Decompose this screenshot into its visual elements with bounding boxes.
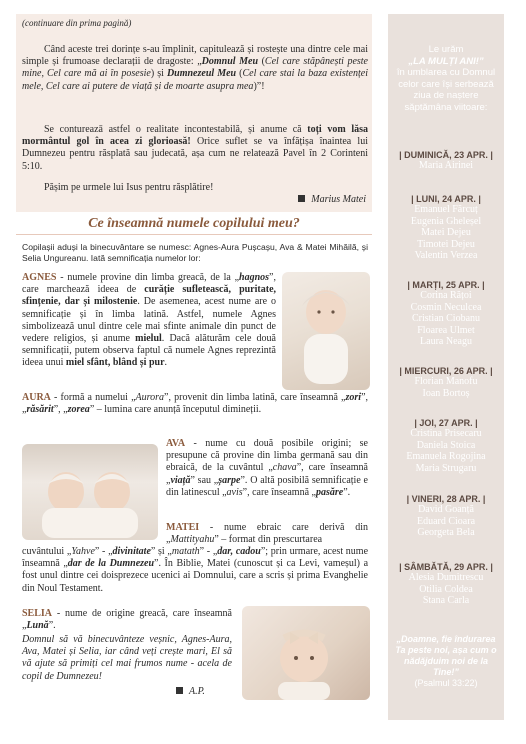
article-author: A.P. (176, 686, 236, 698)
day-saturday: | SÂMBĂTĂ, 29 APR. | Alesia Dumitrescu Otilia Coldea Stana Carla (399, 562, 493, 606)
day-wednesday: | MIERCURI, 26 APR. | Florian Manofu Ioan Bortoș (399, 366, 493, 399)
continuation-section (16, 14, 372, 212)
article-title: Ce înseamnă numele copilului meu? (88, 216, 300, 231)
paragraph-steps: Pășim pe urmele lui Isus pentru răsplătire! (44, 182, 214, 193)
blessing-text: Domnul să vă binecuvânteze veșnic, Agnes-Aura, Ava, Matei și Selia, iar când veți crește mari, El să vă ajute să primiți cel mai frumos nume - acela de copil de Dumnezeu! (22, 634, 232, 682)
paragraph-declaration: Când aceste trei dorințe s-au împlinit, capitulează și rostește una dintre cele mai simple și frumoase declarații de dragoste: „Domnul Meu (Cel care stăpânești peste mine, Cel care mă ai în posesie) și Dumnezeul Meu (Cel care stai la baza existenței mele, Cel care ai putere de viață și de moarte asupra mea)”! (22, 44, 368, 92)
matei-description-b: cuvântului „Yahve” - „divinitate” și „matath” - „dar, cadou”; prin urmare, acest nume înseamnă „dar de la Dumnezeu”. În Biblie, Matei (cunoscut și ca Levi, vameșul) a fost unul dintre cei doisprezece ucenici ai Domnului, care a scris și prima Evanghelie din Noul Testament. (22, 546, 369, 594)
baby-photo-selia (242, 606, 370, 700)
article-names-meaning (16, 212, 372, 708)
matei-label: MATEI (166, 522, 200, 533)
agnes-description: AGNES - numele provine din limba greacă, de la „hagnos”, care marchează ideea de curăție sufletească, puritate, sfințenie, dar și milostenie. De asemenea, acest nume are o semnificație și în limba latină. Astfel, numele Agnes simbolizează unul dintre cele mai sfinte animale din punct de vedere religios, și anume mielul. Dacă alăturăm cele două semnificații, putem observa faptul că numele Agnes reprezintă ideea unui miel sfânt, blând și pur. (22, 272, 277, 369)
baby-photo-twins (22, 444, 158, 540)
square-bullet-icon (176, 687, 183, 694)
day-tuesday: | MARȚI, 25 APR. | Corina Rățoi Cosmin Neculcea Cristian Ciobanu Floarea Ulmet Laura Neagu (407, 280, 485, 347)
day-monday: | LUNI, 24 APR. | Emanuel Fărcuț Eugenia Gheleșel Matei Dejeu Timotei Dejeu Valentin Verzea (410, 194, 482, 261)
ava-description: AVA - nume cu două posibile origini; se presupune că provine din limba germană sau din ebraică, de la cuvântul „chava”, care înseamnă „viață” sau „șarpe”. O altă posibilă semnificație e din latinescul „avis”, care înseamnă „pasăre”. (166, 438, 368, 498)
selia-label: SELIA (22, 608, 53, 619)
selia-description: SELIA - nume de origine greacă, care înseamnă „Lună”. (22, 608, 232, 632)
birthday-greeting: Le urăm „LA MULȚI ANI!” în umblarea cu Domnul celor care își serbează ziua de naștere săptămâna viitoare: (396, 44, 496, 113)
ava-label: AVA (166, 438, 186, 449)
agnes-label: AGNES (22, 272, 57, 283)
aura-label: AURA (22, 392, 51, 403)
baby-photo-agnes (282, 272, 370, 390)
article-intro: Copilașii aduși la binecuvântare se numesc: Agnes-Aura Pușcașu, Ava & Matei Mihăilă, și Selia Ungureanu. Iată semnificația numelor lor: (22, 242, 368, 263)
bible-quote: „Doamne, fie îndurarea Ta peste noi, așa cum o nădăjduim noi de la Tine!” (Psalmul 33:22) (395, 634, 497, 688)
aura-description: AURA - formă a numelui „Aurora”, provenit din limba latină, care înseamnă „zori”, „răsărit”, „zorea” – lumina care anunță începutul dimineții. (22, 392, 369, 416)
birthday-sidebar (388, 14, 504, 720)
title-divider (16, 234, 372, 235)
paragraph-reality: Se contureazā astfel o realitate incontestabilă, și anume că toți vom lăsa mormântul gol în acea zi glorioasă! Orice suflet se va înfățișa înaintea lui Dumnezeu pentru răsplată sau judecată, așa cum ne relatează Pavel în 2 Corinteni 5:10. (22, 124, 368, 172)
continued-note: (continuare din prima pagină) (22, 18, 132, 28)
signature: Marius Matei (298, 194, 366, 205)
day-friday: | VINERI, 28 APR. | David Goanță Eduard Cioara Georgeta Bela (406, 494, 486, 538)
day-sunday: | DUMINICĂ, 23 APR. | Maria Airinei (399, 150, 493, 171)
square-bullet-icon (298, 195, 305, 202)
matei-description-a: MATEI - nume ebraic care derivă din „Mattityahu” – format din prescurtarea (166, 522, 368, 546)
day-thursday: | JOI, 27 APR. | Cristina Prisecaru Daniela Stoica Emanuela Rogojina Maria Strugaru (406, 418, 486, 474)
